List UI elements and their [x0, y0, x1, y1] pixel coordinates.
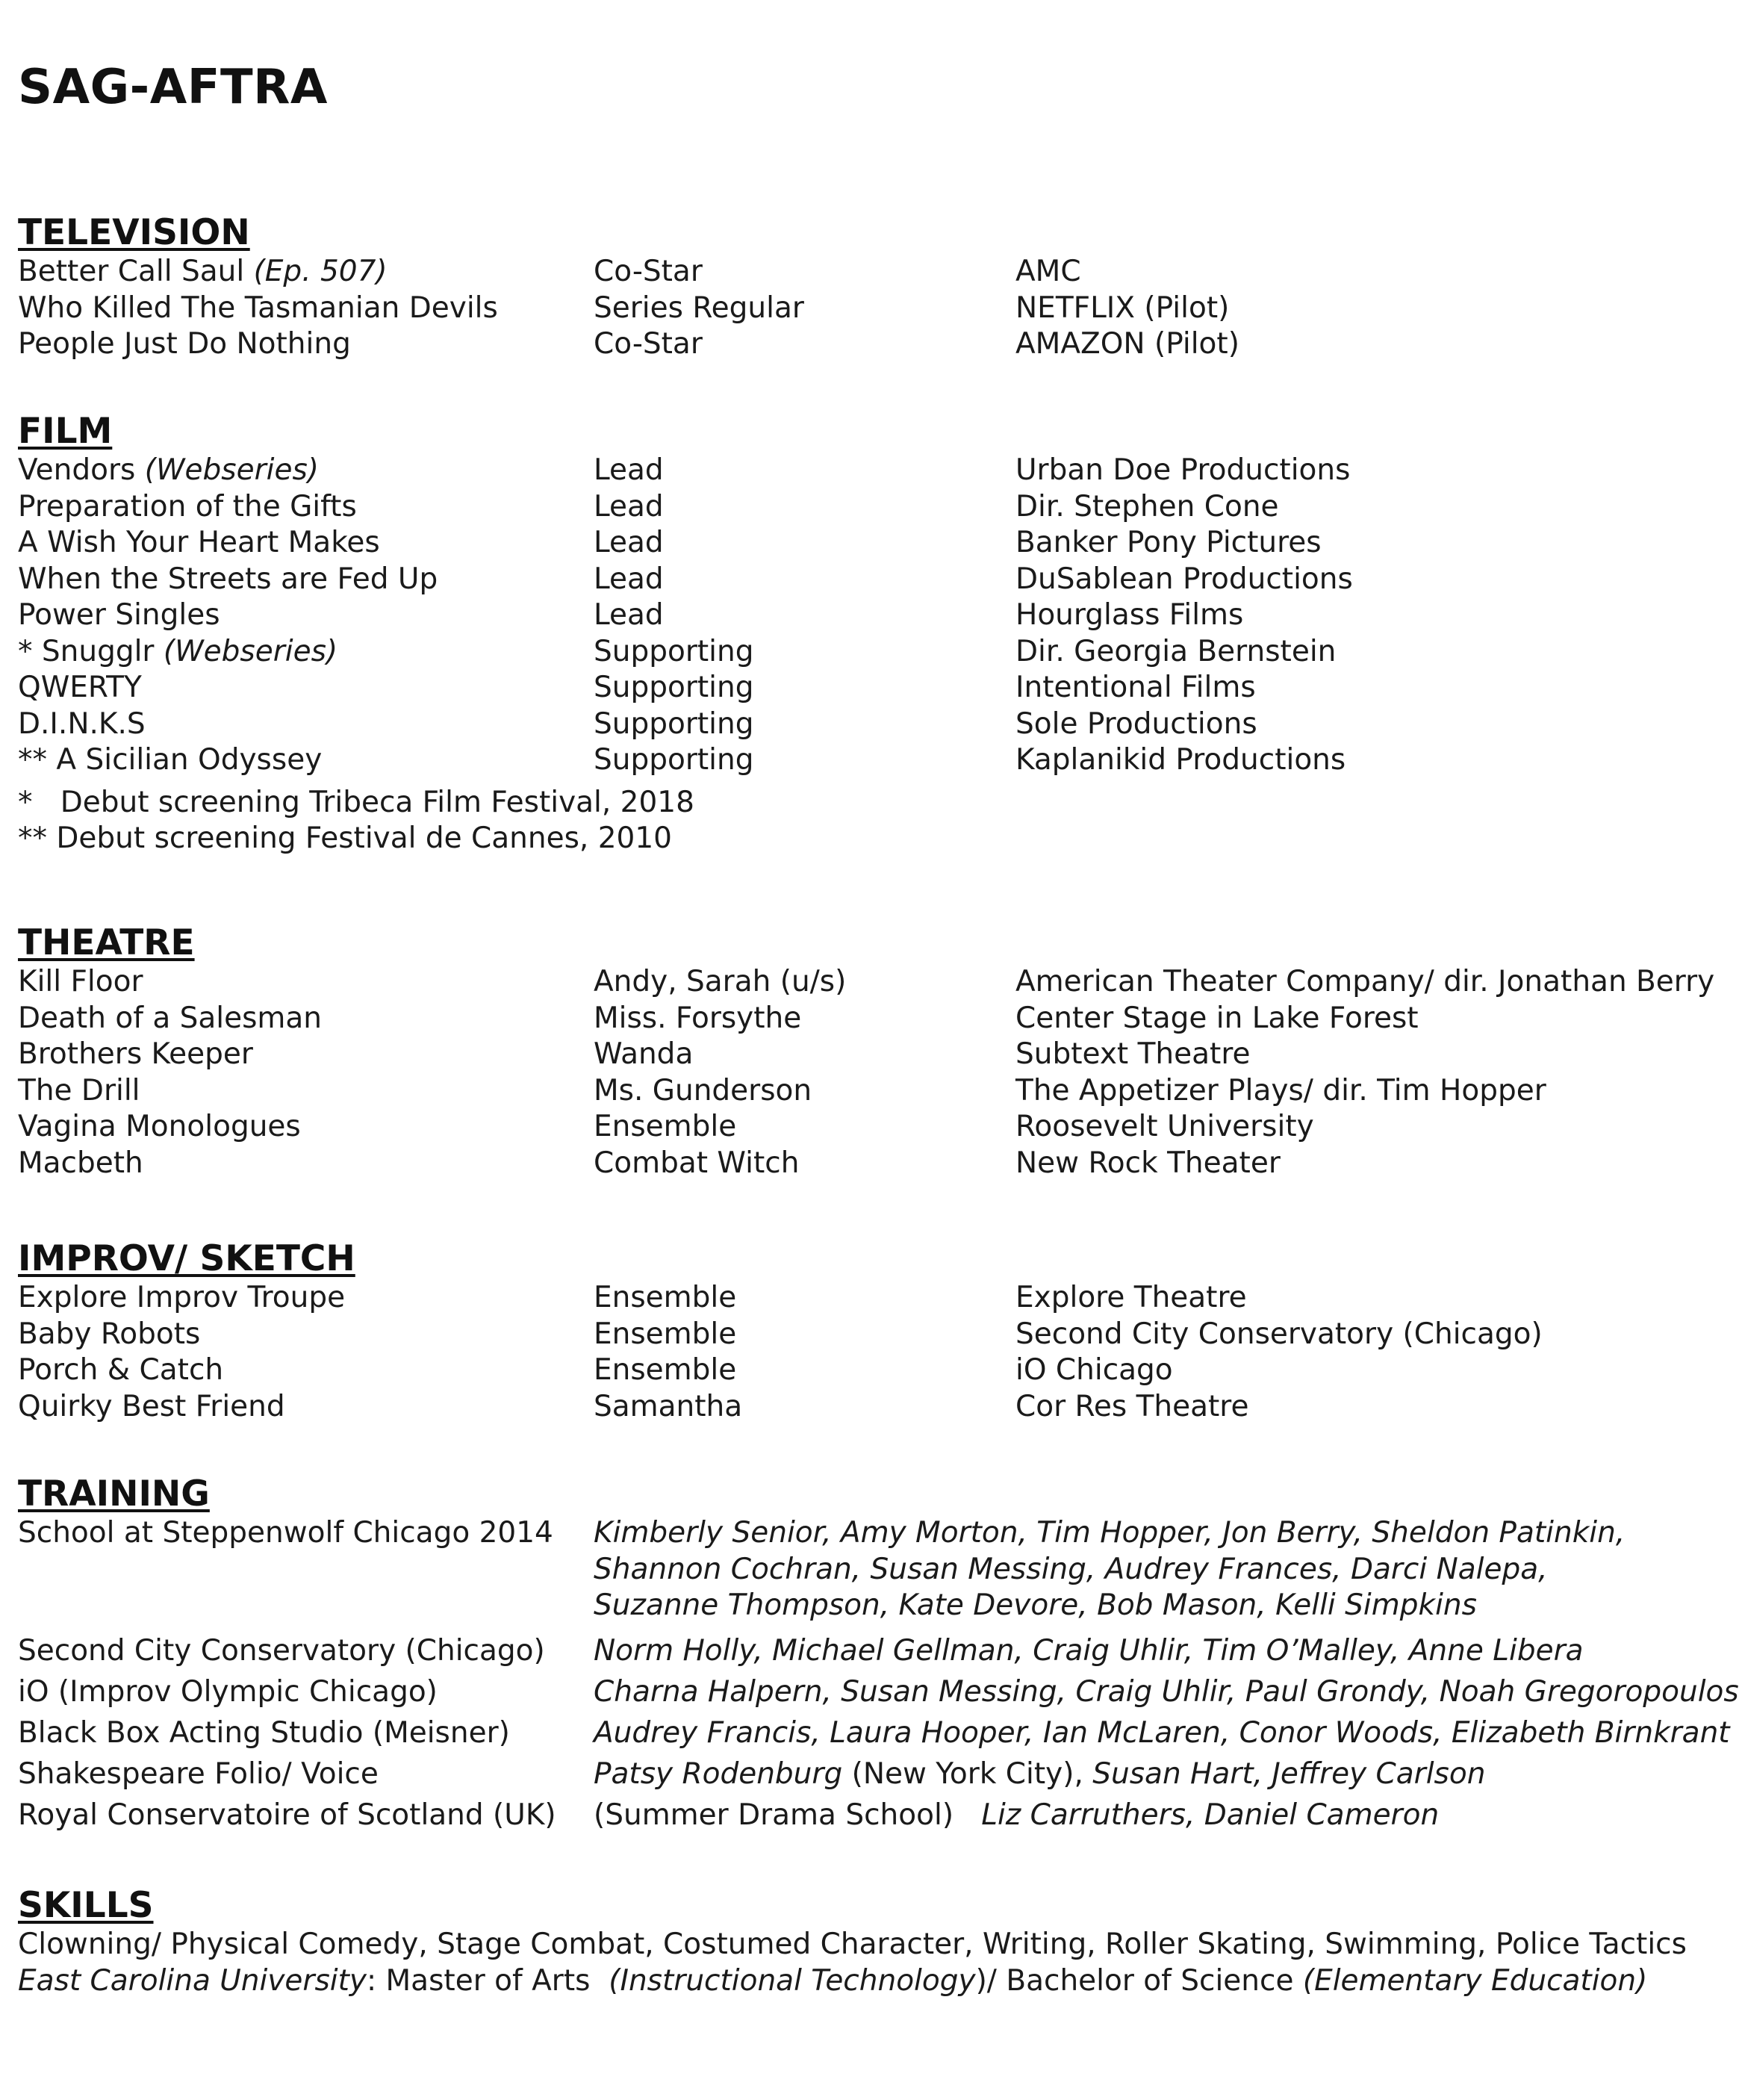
training-row — [18, 1712, 1728, 1753]
credit-row — [18, 254, 1728, 291]
credit-role: Combat Witch — [594, 1146, 800, 1180]
section-title-theatre: THEATRE — [18, 922, 195, 963]
credit-title: Porch & Catch — [18, 1353, 224, 1387]
training-row-continued — [18, 1588, 1728, 1624]
credit-title: Macbeth — [18, 1146, 143, 1180]
credit-row — [18, 1073, 1728, 1110]
training-section — [18, 1473, 1739, 1836]
training-school: iO (Improv Olympic Chicago) — [18, 1674, 438, 1709]
credit-role: Wanda — [594, 1037, 694, 1071]
credit-title: QWERTY — [18, 671, 142, 704]
credit-role: Miss. Forsythe — [594, 1001, 802, 1035]
credit-row — [18, 1001, 1728, 1037]
credit-role: Lead — [594, 526, 664, 559]
credit-company: Explore Theatre — [1015, 1281, 1247, 1314]
skills-list: Clowning/ Physical Comedy, Stage Combat, Costumed Character, Writing, Roller Skating, Swimming, Police Tactics — [18, 1927, 1687, 1961]
credit-company: Urban Doe Productions — [1015, 453, 1351, 487]
union-affiliation: SAG-AFTRA — [18, 60, 328, 115]
credit-row — [18, 291, 1728, 327]
training-teachers: Norm Holly, Michael Gellman, Craig Uhlir, Tim O’Malley, Anne Libera — [594, 1633, 1584, 1668]
section-title-television: TELEVISION — [18, 212, 250, 253]
education-line — [18, 1963, 1728, 2000]
degree-masters: : Master of Arts — [367, 1963, 609, 1998]
credit-company: Cor Res Theatre — [1015, 1389, 1249, 1423]
credit-title: Vagina Monologues — [18, 1110, 301, 1143]
credit-title: Vendors — [18, 453, 136, 487]
credit-company: American Theater Company/ dir. Jonathan Berry — [1015, 965, 1715, 998]
credit-note: (Webseries) — [144, 453, 319, 487]
training-teachers — [594, 1753, 1485, 1795]
credit-role: Samantha — [594, 1389, 743, 1423]
credit-title: A Wish Your Heart Makes — [18, 526, 380, 559]
film-section — [18, 411, 1728, 857]
credit-company: Hourglass Films — [1015, 598, 1244, 632]
teacher-names: Susan Hart, Jeffrey Carlson — [1092, 1756, 1486, 1791]
credit-row — [18, 964, 1728, 1001]
credit-role: Ensemble — [594, 1353, 737, 1387]
credit-title: Brothers Keeper — [18, 1037, 253, 1071]
credit-row — [18, 1280, 1728, 1317]
training-row — [18, 1795, 1728, 1836]
credit-role: Co-Star — [594, 327, 703, 361]
credit-title: When the Streets are Fed Up — [18, 562, 438, 596]
credit-company: AMAZON (Pilot) — [1015, 327, 1239, 361]
credit-company: AMC — [1015, 255, 1081, 288]
teacher-names: Liz Carruthers, Daniel Cameron — [981, 1798, 1440, 1832]
credit-company: Dir. Georgia Bernstein — [1015, 634, 1337, 668]
credit-company: Dir. Stephen Cone — [1015, 489, 1279, 524]
credit-company: The Appetizer Plays/ dir. Tim Hopper — [1015, 1073, 1546, 1108]
training-teachers: Charna Halpern, Susan Messing, Craig Uhlir, Paul Grondy, Noah Gregoropoulos — [594, 1674, 1739, 1709]
television-section — [18, 212, 1728, 363]
credit-row — [18, 706, 1728, 743]
credit-company: Intentional Films — [1015, 671, 1256, 704]
credit-role: Supporting — [594, 706, 754, 741]
credit-title: Who Killed The Tasmanian Devils — [18, 291, 498, 325]
credit-company: Roosevelt University — [1015, 1110, 1314, 1143]
credit-title: ** A Sicilian Odyssey — [18, 743, 323, 777]
training-teachers: Suzanne Thompson, Kate Devore, Bob Mason, Kelli Simpkins — [594, 1588, 1477, 1622]
credit-role: Lead — [594, 453, 664, 487]
film-footnote: ** Debut screening Festival de Cannes, 2010 — [18, 821, 672, 855]
credit-title: Explore Improv Troupe — [18, 1281, 346, 1314]
training-school: Shakespeare Folio/ Voice — [18, 1756, 379, 1791]
theatre-section — [18, 922, 1728, 1181]
credit-role: Lead — [594, 489, 664, 524]
credit-title: Quirky Best Friend — [18, 1389, 285, 1423]
training-school: Black Box Acting Studio (Meisner) — [18, 1715, 510, 1750]
credit-row — [18, 453, 1728, 489]
skills-section — [18, 1885, 1728, 1999]
credit-note: (Webseries) — [163, 634, 338, 668]
credit-title: The Drill — [18, 1073, 140, 1108]
degree-bachelors: )/ Bachelor of Science — [975, 1963, 1303, 1998]
training-row — [18, 1515, 1728, 1552]
credit-role: Lead — [594, 598, 664, 632]
credit-role: Co-Star — [594, 255, 703, 288]
credit-role: Supporting — [594, 634, 754, 668]
credit-title: D.I.N.K.S — [18, 706, 146, 741]
credit-row — [18, 489, 1728, 526]
section-title-skills: SKILLS — [18, 1885, 154, 1926]
credit-row — [18, 1146, 1728, 1182]
credit-company: NETFLIX (Pilot) — [1015, 291, 1230, 325]
credit-title: Kill Floor — [18, 965, 143, 998]
film-footnote: * Debut screening Tribeca Film Festival, 2018 — [18, 785, 694, 819]
credit-row — [18, 634, 1728, 671]
credit-role: Lead — [594, 562, 664, 596]
credit-title: * Snugglr — [18, 634, 155, 668]
credit-company: Subtext Theatre — [1015, 1037, 1251, 1071]
section-title-improv: IMPROV/ SKETCH — [18, 1238, 355, 1279]
credit-row — [18, 670, 1728, 706]
training-teachers: Kimberly Senior, Amy Morton, Tim Hopper, Jon Berry, Sheldon Patinkin, — [594, 1516, 1626, 1550]
credit-row — [18, 1352, 1728, 1389]
improv-section — [18, 1238, 1728, 1425]
credit-role: Ms. Gunderson — [594, 1073, 812, 1108]
credit-company: DuSablean Productions — [1015, 562, 1353, 596]
credit-company: New Rock Theater — [1015, 1146, 1281, 1180]
masters-field: (Instructional Technology — [609, 1963, 976, 1998]
section-title-training: TRAINING — [18, 1473, 210, 1515]
credit-company: Sole Productions — [1015, 706, 1257, 741]
credit-row — [18, 326, 1728, 363]
training-location: (New York City), — [842, 1756, 1093, 1791]
credit-company: Kaplanikid Productions — [1015, 743, 1346, 777]
training-teachers — [594, 1795, 1439, 1836]
training-school: Royal Conservatoire of Scotland (UK) — [18, 1798, 556, 1832]
credit-row — [18, 562, 1728, 598]
bachelors-field: (Elementary Education) — [1302, 1963, 1648, 1998]
credit-row — [18, 597, 1728, 634]
credit-title: People Just Do Nothing — [18, 327, 351, 361]
credit-role: Supporting — [594, 671, 754, 704]
credit-role: Supporting — [594, 743, 754, 777]
credit-row — [18, 1037, 1728, 1073]
credit-company: Banker Pony Pictures — [1015, 526, 1322, 559]
credit-role: Andy, Sarah (u/s) — [594, 965, 847, 998]
credit-row — [18, 1109, 1728, 1146]
credit-title: Power Singles — [18, 598, 220, 632]
training-school: School at Steppenwolf Chicago 2014 — [18, 1516, 553, 1550]
training-teachers: Shannon Cochran, Susan Messing, Audrey Frances, Darci Nalepa, — [594, 1552, 1548, 1586]
credit-row — [18, 742, 1728, 779]
training-teachers: Audrey Francis, Laura Hooper, Ian McLaren, Conor Woods, Elizabeth Birnkrant — [594, 1715, 1730, 1750]
credit-role: Ensemble — [594, 1110, 737, 1143]
training-row-continued — [18, 1552, 1728, 1588]
credit-title: Better Call Saul — [18, 255, 245, 288]
credit-title: Preparation of the Gifts — [18, 489, 357, 524]
credit-role: Series Regular — [594, 291, 804, 325]
training-row — [18, 1753, 1728, 1795]
credit-note: (Ep. 507) — [253, 255, 388, 288]
credit-title: Baby Robots — [18, 1317, 201, 1351]
credit-role: Ensemble — [594, 1281, 737, 1314]
training-row — [18, 1630, 1728, 1671]
university-name: East Carolina University — [18, 1963, 367, 1998]
credit-row — [18, 525, 1728, 562]
credit-company: iO Chicago — [1015, 1353, 1173, 1387]
credit-row — [18, 1317, 1728, 1353]
credit-role: Ensemble — [594, 1317, 737, 1351]
credit-company: Second City Conservatory (Chicago) — [1015, 1317, 1543, 1351]
training-row — [18, 1671, 1739, 1712]
credit-company: Center Stage in Lake Forest — [1015, 1001, 1419, 1035]
training-program: (Summer Drama School) — [594, 1798, 982, 1832]
teacher-name: Patsy Rodenburg — [594, 1756, 843, 1791]
section-title-film: FILM — [18, 411, 113, 452]
credit-title: Death of a Salesman — [18, 1001, 323, 1035]
training-school: Second City Conservatory (Chicago) — [18, 1633, 545, 1668]
credit-row — [18, 1389, 1728, 1426]
